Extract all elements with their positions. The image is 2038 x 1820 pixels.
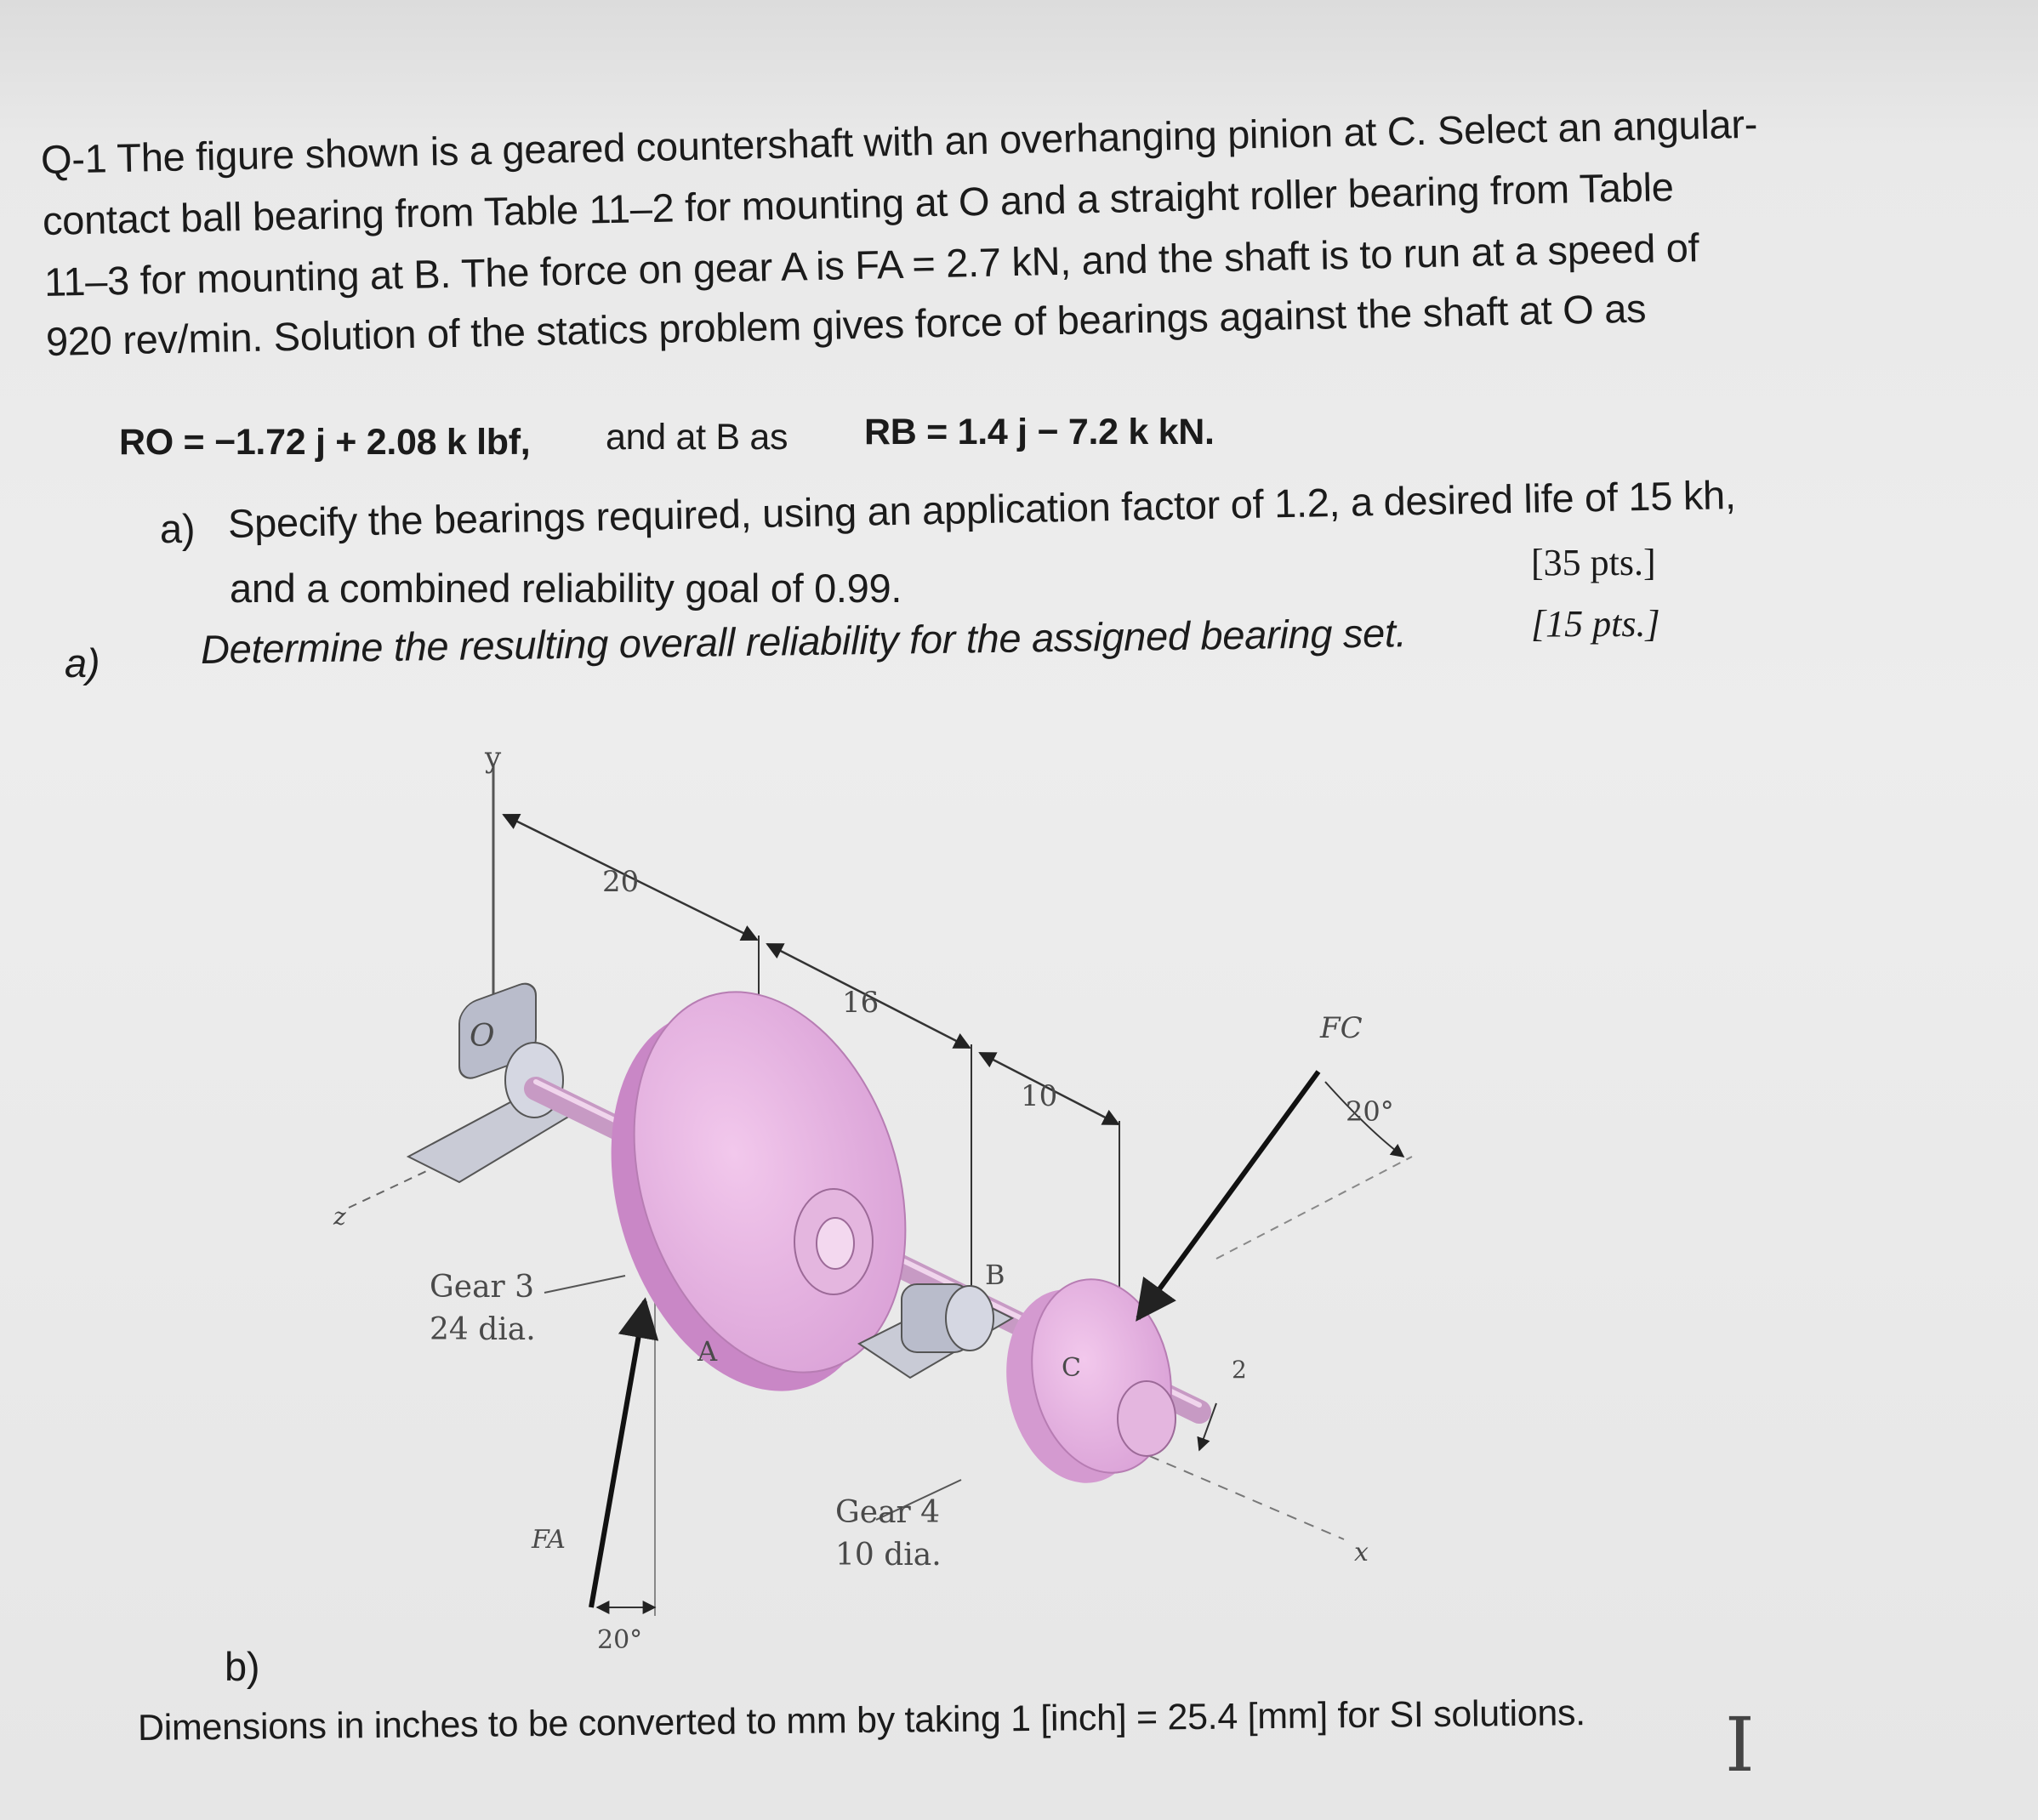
dim-2-label: 2 bbox=[1232, 1356, 1247, 1384]
countershaft-figure bbox=[281, 731, 1472, 1675]
point-a-label: A bbox=[697, 1335, 718, 1368]
part-a-text-1: Specify the bearings required, using an application factor of 1.2, a desired life of 15 kh, bbox=[227, 471, 1737, 546]
x-axis-label: x bbox=[1354, 1538, 1369, 1567]
dim-20-label: 20 bbox=[602, 865, 640, 899]
gear3-dia-label: 24 dia. bbox=[430, 1312, 536, 1347]
force-c-arrow bbox=[1138, 1072, 1318, 1318]
bearing-o bbox=[408, 979, 587, 1182]
text-cursor-icon: I bbox=[1725, 1701, 1755, 1789]
part-a-marker: a) bbox=[160, 506, 196, 551]
gear3-leader bbox=[544, 1276, 625, 1293]
part-a2-points: [15 pts.] bbox=[1531, 603, 1660, 645]
y-axis-label: y bbox=[485, 741, 502, 775]
part-b-marker: b) bbox=[225, 1644, 260, 1689]
gear4-dia-label: 10 dia. bbox=[835, 1538, 942, 1573]
equation-rb: RB = 1.4 j − 7.2 k kN. bbox=[864, 412, 1215, 452]
gear3-name-label: Gear 3 bbox=[430, 1270, 535, 1305]
force-a-label: FA bbox=[532, 1525, 566, 1555]
problem-line-4: 920 rev/min. Solution of the statics problem gives force of bearings against the shaft at O as bbox=[45, 285, 1647, 364]
angle-a-label: 20° bbox=[597, 1625, 643, 1655]
force-c-label: FC bbox=[1320, 1011, 1363, 1045]
part-a2-text: Determine the resulting overall reliability for the assigned bearing set. bbox=[200, 610, 1407, 672]
gear-c bbox=[989, 1266, 1188, 1496]
problem-line-2: contact ball bearing from Table 11–2 for mounting at O and a straight roller bearing from Table bbox=[42, 163, 1675, 243]
point-c-label: C bbox=[1062, 1353, 1081, 1383]
gear4-name-label: Gear 4 bbox=[835, 1495, 941, 1530]
angle-c-label: 20° bbox=[1346, 1095, 1394, 1128]
force-a-arrow bbox=[591, 1301, 645, 1607]
part-a-points: [35 pts.] bbox=[1531, 542, 1656, 583]
point-o-label: O bbox=[470, 1019, 495, 1054]
point-b-label: B bbox=[985, 1259, 1005, 1291]
dim-16-label: 16 bbox=[842, 986, 880, 1020]
part-b-text: Dimensions in inches to be converted to mm by taking 1 [inch] = 25.4 [mm] for SI solutions. bbox=[137, 1692, 1586, 1749]
problem-line-3: 11–3 for mounting at B. The force on gear A is FA = 2.7 kN, and the shaft is to run at a speed of bbox=[43, 225, 1699, 304]
part-a-text-2: and a combined reliability goal of 0.99. bbox=[230, 566, 902, 611]
dim-10-label: 10 bbox=[1021, 1079, 1058, 1113]
equation-ro: RO = −1.72 j + 2.08 k lbf, bbox=[119, 422, 531, 463]
equation-connector: and at B as bbox=[606, 417, 788, 458]
problem-line-1: Q-1 The figure shown is a geared countershaft with an overhanging pinion at C. Select an angular- bbox=[40, 100, 1758, 182]
z-axis-label: z bbox=[333, 1203, 346, 1231]
part-a2-marker: a) bbox=[65, 640, 100, 685]
